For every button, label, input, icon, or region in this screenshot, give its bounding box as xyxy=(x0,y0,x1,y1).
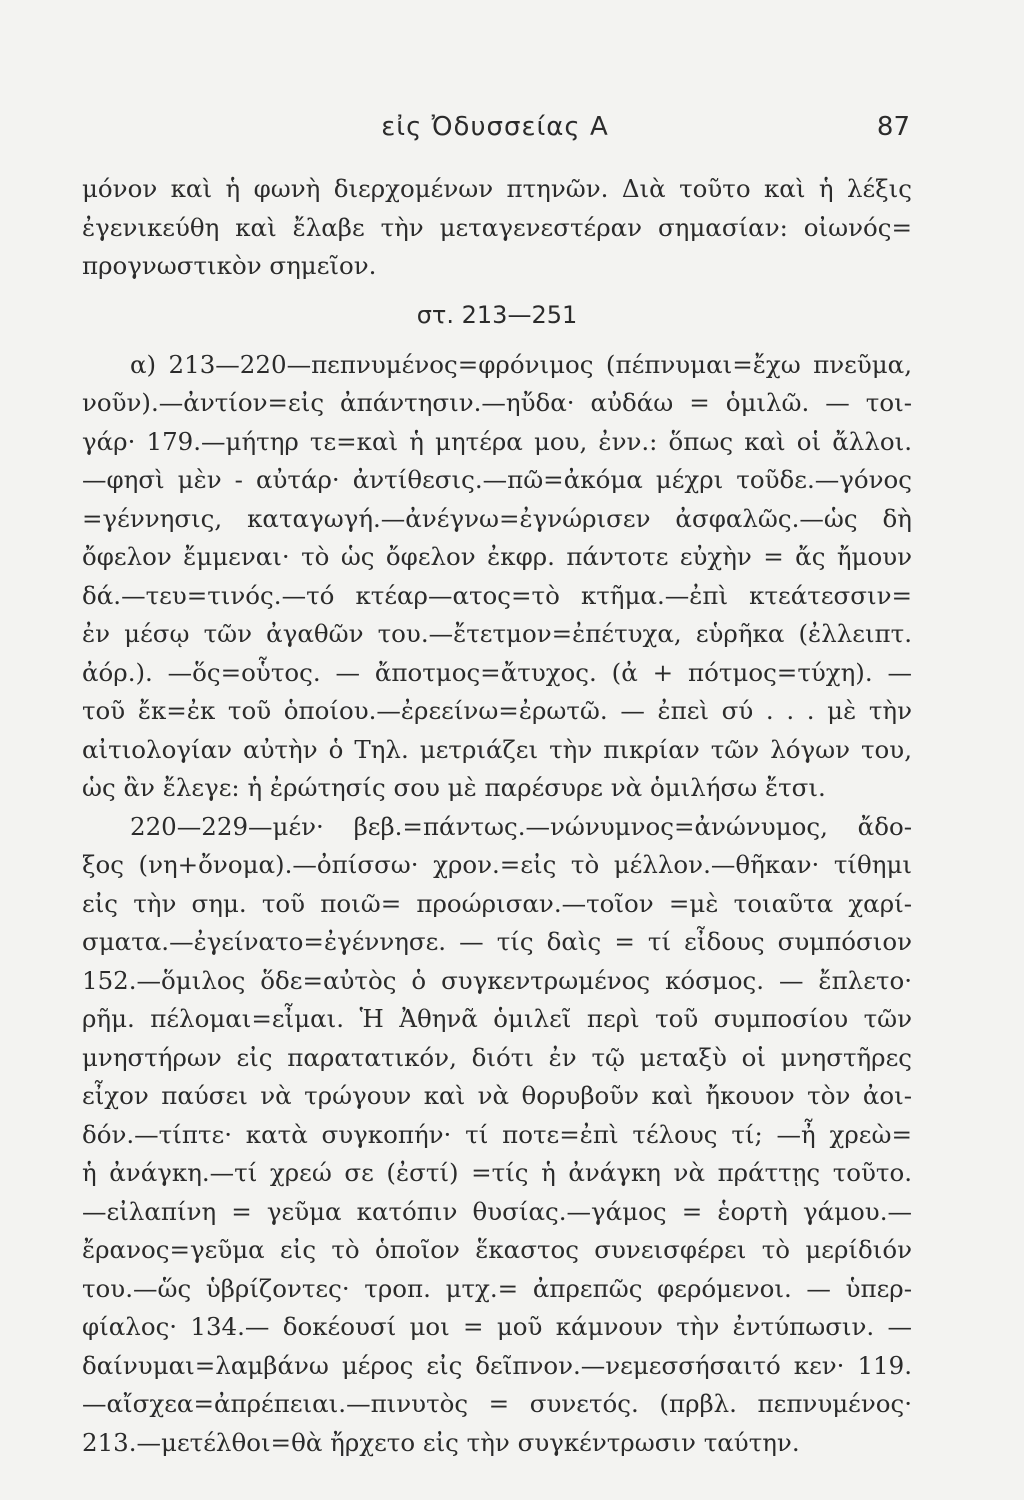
text-line: ὡς ἂν ἔλεγε: ἡ ἐρώτησίς σου μὲ παρέσυρε νὰ ὁμιλήσω ἔτσι. xyxy=(82,773,826,802)
text-line: =γέννησις, καταγωγή.—ἀνέγνω=ἐγνώρισεν ἀσφαλῶς.—ὡς δὴ xyxy=(82,503,912,533)
text-line: γάρ· 179.—μήτηρ τε=καὶ ἡ μητέρα μου, ἐνν.: ὅπως καὶ οἱ ἄλλοι. xyxy=(82,426,912,456)
text-line: ἐγενικεύθη καὶ ἔλαβε τὴν μεταγενεστέραν σημασίαν: οἰωνός= xyxy=(82,212,912,242)
text-line: δά.—τευ=τινός.—τό κτέαρ—ατος=τὸ κτῆμα.—ἐπὶ κτεάτεσσιν= xyxy=(82,580,912,610)
text-line: τοῦ ἔκ=ἐκ τοῦ ὁποίου.—ἐρεείνω=ἐρωτῶ. — ἐπεὶ σύ . . . μὲ τὴν xyxy=(82,696,912,725)
running-title: εἰς Ὀδυσσείας Α xyxy=(381,112,609,142)
text-line: ἔρανος=γεῦμα εἰς τὸ ὁποῖον ἕκαστος συνεισφέρει τὸ μερίδιόν xyxy=(82,1235,912,1264)
text-line: φίαλος· 134.— δοκέουσί μοι = μοῦ κάμνουν τὴν ἐντύπωσιν. — xyxy=(82,1312,912,1341)
body-text xyxy=(82,170,912,1462)
text-line: ξος (νη+ὄνομα).—ὀπίσσω· χρον.=εἰς τὸ μέλλον.—θῆκαν· τίθημι xyxy=(82,850,912,879)
text-line: —φησὶ μὲν - αὐτάρ· ἀντίθεσις.—πῶ=ἀκόμα μέχρι τοῦδε.—γόνος xyxy=(82,465,912,494)
text-line: δαίνυμαι=λαμβάνω μέρος εἰς δεῖπνον.—νεμεσσήσαιτό κεν· 119. xyxy=(82,1350,912,1380)
text-line: 213.—μετέλθοι=θὰ ἤρχετο εἰς τὴν συγκέντρωσιν ταύτην. xyxy=(82,1427,800,1457)
text-line: εἰς τὴν σημ. τοῦ ποιῶ= προώρισαν.—τοῖον =μὲ τοιαῦτα χαρί- xyxy=(82,888,912,918)
section-heading: στ. 213—251 xyxy=(416,300,578,329)
text-line: 152.—ὅμιλος ὅδε=αὐτὸς ὁ συγκεντρωμένος κόσμος. — ἔπλετο· xyxy=(82,965,912,995)
text-line: —εἰλαπίνη = γεῦμα κατόπιν θυσίας.—γάμος = ἑορτὴ γάμου.— xyxy=(82,1196,912,1226)
text-line: ρῆμ. πέλομαι=εἶμαι. Ἡ Ἀθηνᾶ ὁμιλεῖ περὶ τοῦ συμποσίου τῶν xyxy=(82,1004,912,1033)
paragraph-a xyxy=(82,346,912,808)
running-head xyxy=(80,112,910,152)
text-line: προγνωστικὸν σημεῖον. xyxy=(82,251,377,280)
text-line: 220—229—μέν· βεβ.=πάντως.—νώνυμνος=ἀνώνυμος, ἄδο- xyxy=(130,811,912,841)
text-line: ἀόρ.). —ὅς=οὗτος. — ἄποτμος=ἄτυχος. (ἀ + πότμος=τύχη). — xyxy=(82,657,912,687)
text-line: ὄφελον ἔμμεναι· τὸ ὡς ὄφελον ἐκφρ. πάντοτε εὐχὴν = ἄς ἤμουν xyxy=(82,542,912,571)
text-line: α) 213—220—πεπνυμένος=φρόνιμος (πέπνυμαι=ἔχω πνεῦμα, xyxy=(130,349,912,379)
text-line: ἡ ἀνάγκη.—τί χρεώ σε (ἐστί) =τίς ἡ ἀνάγκη νὰ πράττῃς τοῦτο. xyxy=(82,1158,912,1187)
text-line: εἶχον παύσει νὰ τρώγουν καὶ νὰ θορυβοῦν καὶ ἤκουον τὸν ἀοι- xyxy=(82,1081,912,1110)
text-line: ἐν μέσῳ τῶν ἀγαθῶν του.—ἔτετμον=ἐπέτυχα, εὑρῆκα (ἐλλειπτ. xyxy=(82,619,912,648)
text-line: αἰτιολογίαν αὐτὴν ὁ Τηλ. μετριάζει τὴν πικρίαν τῶν λόγων του, xyxy=(82,734,912,764)
paragraph-b xyxy=(82,808,912,1463)
text-line: δόν.—τίπτε· κατὰ συγκοπήν· τί ποτε=ἐπὶ τέλους τί; —ἦ χρεὼ= xyxy=(82,1119,912,1149)
text-line: μνηστήρων εἰς παρατατικόν, διότι ἐν τῷ μεταξὺ οἱ μνηστῆρες xyxy=(82,1042,912,1072)
text-line: σματα.—ἐγείνατο=ἐγέννησε. — τίς δαὶς = τί εἶδους συμπόσιον xyxy=(82,927,912,956)
intro-paragraph xyxy=(82,170,912,286)
text-line: μόνον καὶ ἡ φωνὴ διερχομένων πτηνῶν. Διὰ τοῦτο καὶ ἡ λέξις xyxy=(82,174,912,203)
text-line: νοῦν).—ἀντίον=εἰς ἀπάντησιν.—ηὔδα· αὐδάω = ὁμιλῶ. — τοι- xyxy=(82,388,912,417)
page-number: 87 xyxy=(876,112,910,142)
text-line: του.—ὥς ὑβρίζοντες· τροπ. μτχ.= ἀπρεπῶς φερόμενοι. — ὑπερ- xyxy=(82,1273,912,1303)
text-line: —αἴσχεα=ἀπρέπειαι.—πινυτὸς = συνετός. (πρβλ. πεπνυμένος· xyxy=(82,1389,912,1418)
